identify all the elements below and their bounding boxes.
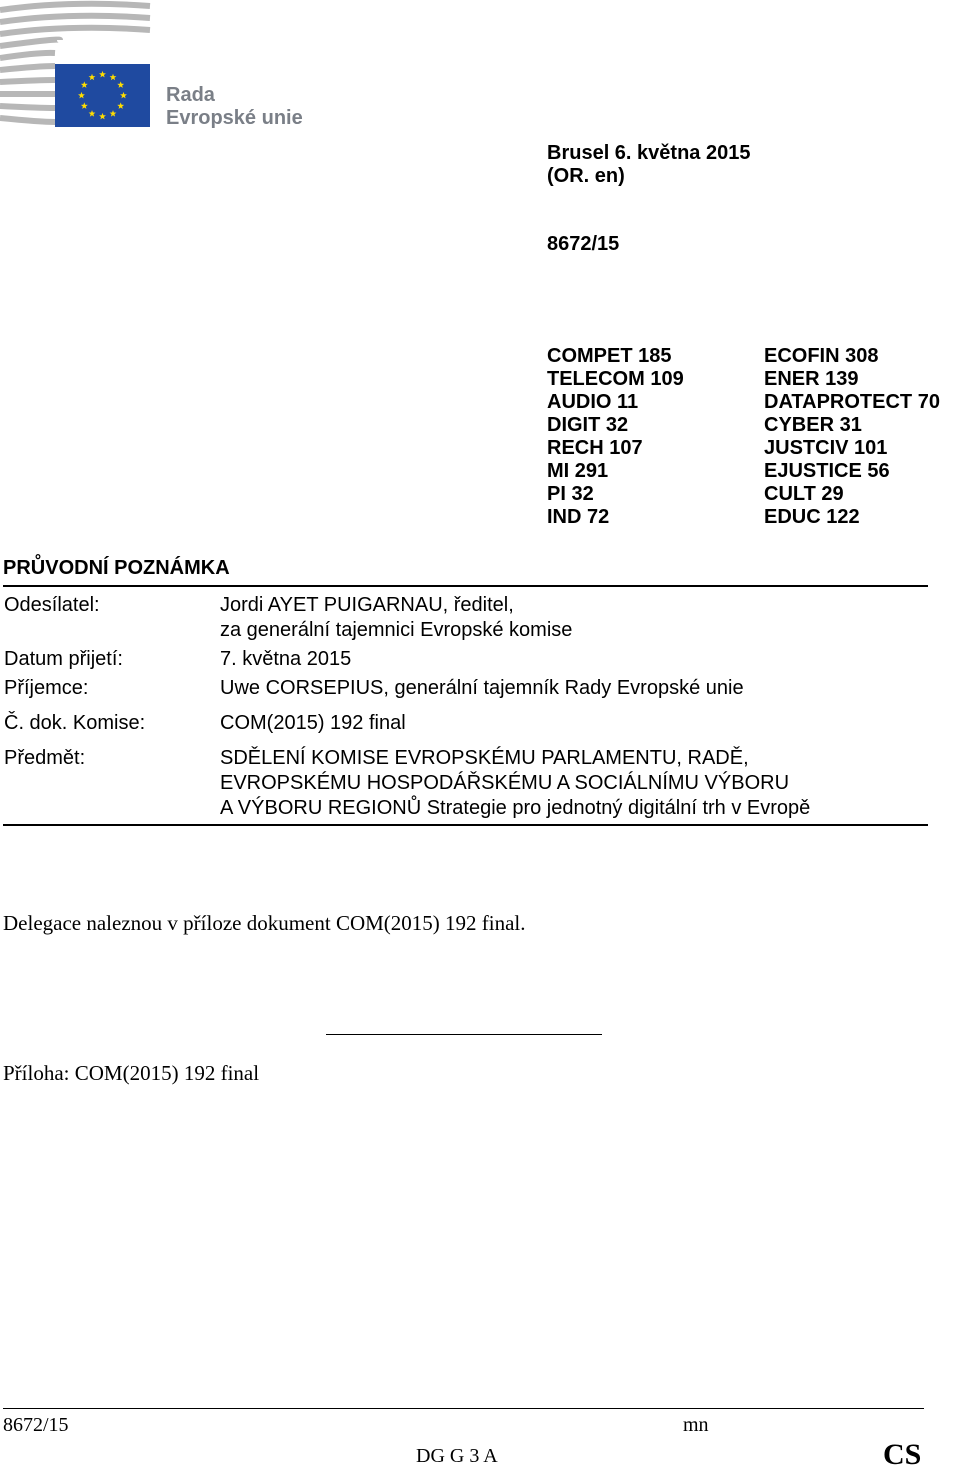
code-item: EJUSTICE 56 xyxy=(764,460,890,482)
code-item: DIGIT 32 xyxy=(547,414,629,436)
codes-left xyxy=(547,345,684,529)
code-item: TELECOM 109 xyxy=(547,368,684,390)
footer-doc-number: 8672/15 xyxy=(3,1414,69,1436)
code-item: JUSTCIV 101 xyxy=(764,437,888,459)
council-emblem-icon xyxy=(0,0,160,140)
code-item: COMPET 185 xyxy=(547,345,672,367)
note-title: PRŮVODNÍ POZNÁMKA xyxy=(3,557,230,579)
council-name-line2: Evropské unie xyxy=(166,107,303,129)
code-item: IND 72 xyxy=(547,506,610,528)
sender-label: Odesílatel: xyxy=(4,594,100,616)
code-item: CYBER 31 xyxy=(764,414,862,436)
commission-doc-label: Č. dok. Komise: xyxy=(4,712,146,734)
subject-label: Předmět: xyxy=(4,747,86,769)
codes-right xyxy=(764,345,940,529)
subject-line3: A VÝBORU REGIONŮ Strategie pro jednotný digitální trh v Evropě xyxy=(220,797,811,819)
date-received-value: 7. května 2015 xyxy=(220,648,352,670)
date-received-label: Datum přijetí: xyxy=(4,648,123,670)
original-language: (OR. en) xyxy=(547,165,625,187)
footer-rule xyxy=(3,1408,924,1409)
subject-line1: SDĚLENÍ KOMISE EVROPSKÉMU PARLAMENTU, RADĚ, xyxy=(220,747,749,769)
recipient-label: Příjemce: xyxy=(4,677,89,699)
code-item: ENER 139 xyxy=(764,368,859,390)
sender-line1: Jordi AYET PUIGARNAU, ředitel, xyxy=(220,594,514,616)
code-item: PI 32 xyxy=(547,483,594,505)
code-item: ECOFIN 308 xyxy=(764,345,879,367)
footer-initials: mn xyxy=(683,1414,709,1436)
body-text: Delegace naleznou v příloze dokument COM(2015) 192 final. xyxy=(3,911,526,935)
council-name xyxy=(166,84,303,130)
code-item: AUDIO 11 xyxy=(547,391,639,413)
code-item: EDUC 122 xyxy=(764,506,860,528)
footer-language: CS xyxy=(883,1438,922,1471)
doc-number: 8672/15 xyxy=(547,233,620,255)
sender-line2: za generální tajemnici Evropské komise xyxy=(220,619,573,641)
council-name-line1: Rada xyxy=(166,84,215,106)
divider-bottom xyxy=(3,824,928,826)
recipient-value: Uwe CORSEPIUS, generální tajemník Rady Evropské unie xyxy=(220,677,744,699)
separator-line xyxy=(326,1034,602,1035)
annex-text: Příloha: COM(2015) 192 final xyxy=(3,1061,260,1085)
footer-department: DG G 3 A xyxy=(416,1445,498,1467)
code-item: RECH 107 xyxy=(547,437,643,459)
code-item: CULT 29 xyxy=(764,483,844,505)
commission-doc-value: COM(2015) 192 final xyxy=(220,712,406,734)
code-item: DATAPROTECT 70 xyxy=(764,391,940,413)
divider-top xyxy=(3,585,928,587)
subject-line2: EVROPSKÉMU HOSPODÁŘSKÉMU A SOCIÁLNÍMU VÝBORU xyxy=(220,772,790,794)
date-line: Brusel 6. května 2015 xyxy=(547,142,751,164)
code-item: MI 291 xyxy=(547,460,609,482)
